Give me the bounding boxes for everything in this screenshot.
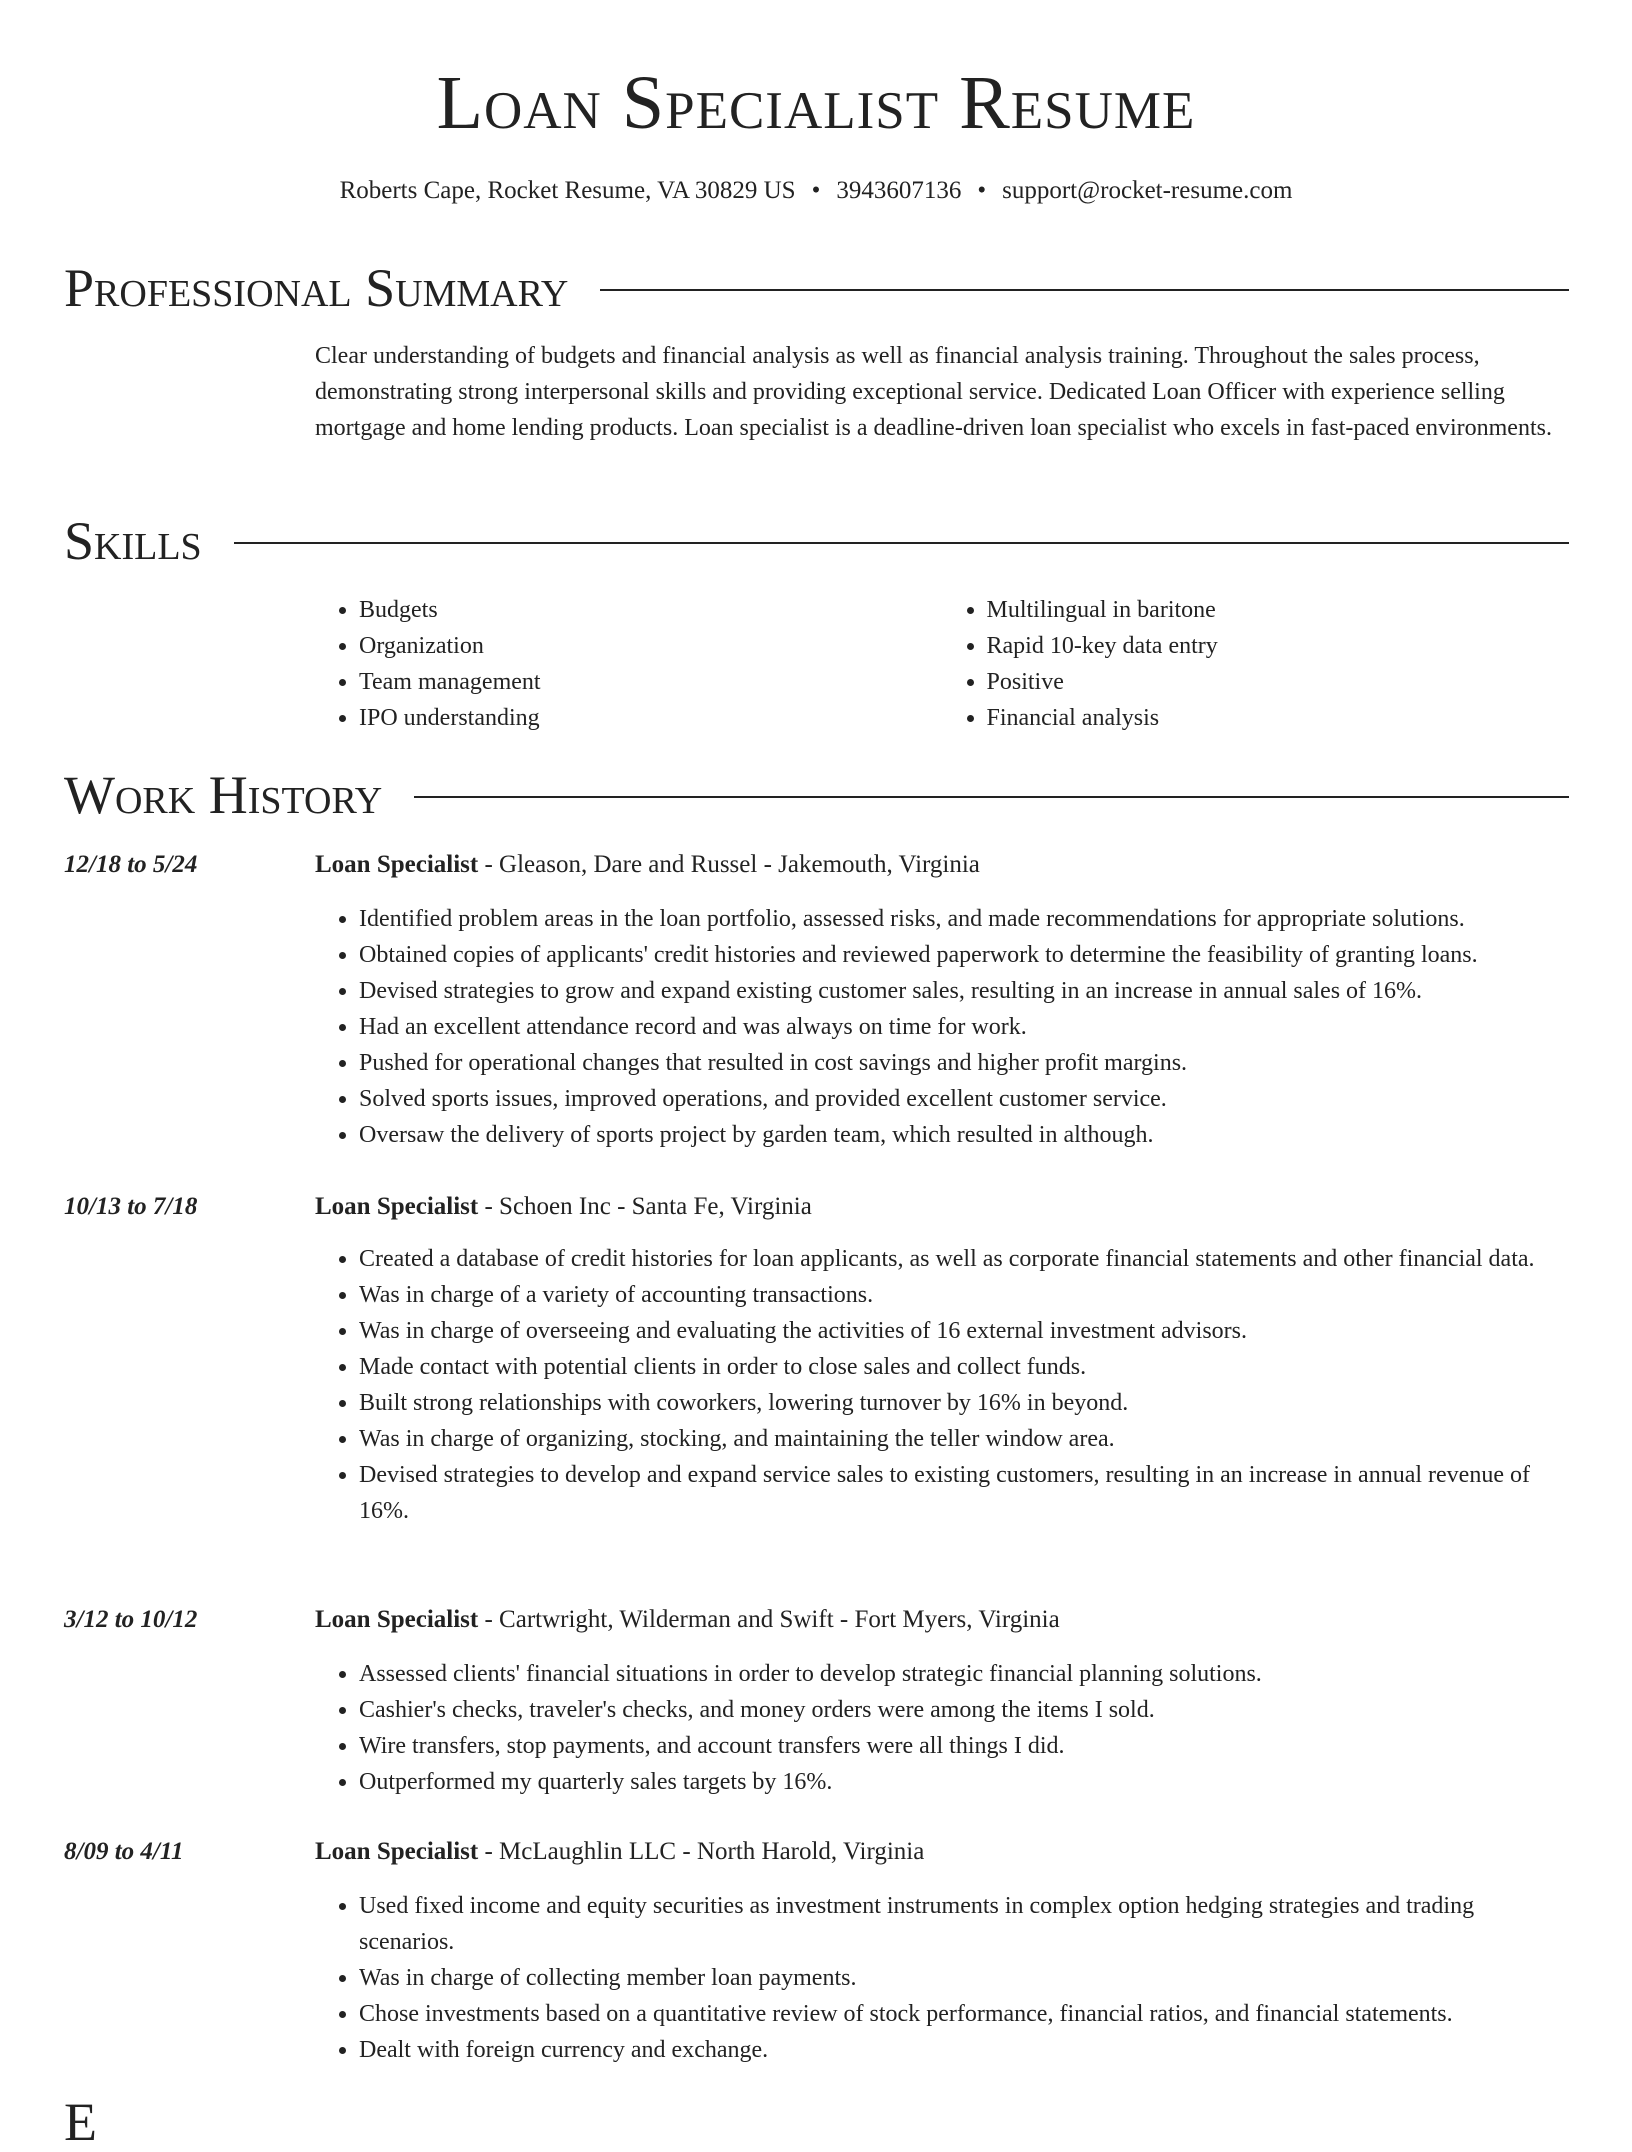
job-bullet: • Devised strategies to develop and expand service sales to existing customers, resulting in an increase in annual revenue of 16%.: [359, 1457, 1570, 1529]
contact-line: [0, 175, 1632, 207]
section-divider: [414, 796, 1569, 798]
job-role: Loan Specialist: [315, 1838, 479, 1865]
skill-item: • Financial analysis: [987, 700, 1571, 736]
job-role: Loan Specialist: [315, 851, 479, 878]
job-bullets: [315, 901, 1570, 1153]
job-bullet: • Built strong relationships with coworkers, lowering turnover by 16% in beyond.: [359, 1385, 1570, 1421]
resume-title: Loan Specialist Resume: [436, 61, 1196, 145]
job-dates: 8/09 to 4/11: [64, 1838, 184, 1865]
skills-column-left: [315, 592, 943, 736]
job-bullet: • Was in charge of overseeing and evaluating the activities of 16 external investment advisors.: [359, 1313, 1570, 1349]
skill-item: • Team management: [359, 664, 943, 700]
work-section-header: [64, 765, 1569, 825]
job-header: [315, 1834, 924, 1870]
job-bullet: • Devised strategies to grow and expand existing customer sales, resulting in an increase in annual sales of 16%.: [359, 973, 1570, 1009]
job-bullet: • Created a database of credit histories for loan applicants, as well as corporate financial statements and other financial data.: [359, 1241, 1570, 1277]
job-bullet: • Was in charge of a variety of accounting transactions.: [359, 1277, 1570, 1313]
skills-section-title: Skills: [64, 511, 202, 571]
job-dates: 10/13 to 7/18: [64, 1193, 198, 1220]
skill-item: • Multilingual in baritone: [987, 592, 1571, 628]
job-bullet: • Chose investments based on a quantitative review of stock performance, financial ratios, and financial statements.: [359, 1996, 1570, 2032]
job-bullets: [315, 1241, 1570, 1529]
job-bullet: • Was in charge of collecting member loan payments.: [359, 1960, 1570, 1996]
summary-section-header: [64, 258, 1569, 318]
job-header: [315, 1602, 1060, 1638]
skill-item: • Organization: [359, 628, 943, 664]
job-bullet: • Oversaw the delivery of sports project by garden team, which resulted in although.: [359, 1117, 1570, 1153]
job-details: - Gleason, Dare and Russel - Jakemouth, Virginia: [478, 851, 980, 878]
job-dates: 12/18 to 5/24: [64, 851, 198, 878]
job-header: [315, 847, 980, 883]
job-bullet: • Outperformed my quarterly sales targets by 16%.: [359, 1764, 1570, 1800]
job-bullet: • Wire transfers, stop payments, and account transfers were all things I did.: [359, 1728, 1570, 1764]
summary-text: Clear understanding of budgets and financial analysis as well as financial analysis training. Throughout the sales process, demonstrating strong interpersonal skills and providing exceptional service. Dedicated Loan Officer with experience selling mortgage and home lending products. Loan specialist is a deadline-driven loan specialist who excels in fast-paced environments.: [315, 343, 1552, 441]
contact-address: Roberts Cape, Rocket Resume, VA 30829 US: [339, 177, 796, 204]
job-bullet: • Solved sports issues, improved operations, and provided excellent customer service.: [359, 1081, 1570, 1117]
job-role: Loan Specialist: [315, 1606, 479, 1633]
skill-item: • Positive: [987, 664, 1571, 700]
job-bullet: • Identified problem areas in the loan portfolio, assessed risks, and made recommendations for appropriate solutions.: [359, 901, 1570, 937]
job-header: [315, 1189, 812, 1225]
job-bullet: • Dealt with foreign currency and exchange.: [359, 2032, 1570, 2068]
job-details: - McLaughlin LLC - North Harold, Virginia: [478, 1838, 925, 1865]
job-bullet: • Obtained copies of applicants' credit histories and reviewed paperwork to determine the feasibility of granting loans.: [359, 937, 1570, 973]
summary-section-title: Professional Summary: [64, 258, 569, 318]
skills-section-header: [64, 511, 1569, 571]
job-bullet: • Used fixed income and equity securities as investment instruments in complex option hedging strategies and trading scenarios.: [359, 1888, 1570, 1960]
section-divider: [234, 542, 1569, 544]
job-bullet: • Had an excellent attendance record and was always on time for work.: [359, 1009, 1570, 1045]
job-bullet: • Made contact with potential clients in order to close sales and collect funds.: [359, 1349, 1570, 1385]
contact-separator: •: [977, 177, 987, 204]
section-divider: [600, 289, 1569, 291]
job-role: Loan Specialist: [315, 1193, 479, 1220]
job-details: - Cartwright, Wilderman and Swift - Fort Myers, Virginia: [478, 1606, 1060, 1633]
job-bullet: • Assessed clients' financial situations in order to develop strategic financial planning solutions.: [359, 1656, 1570, 1692]
skill-item: • IPO understanding: [359, 700, 943, 736]
skills-list: [315, 592, 1570, 736]
contact-separator: •: [811, 177, 821, 204]
contact-email: support@rocket-resume.com: [1002, 177, 1293, 204]
job-dates: 3/12 to 10/12: [64, 1606, 198, 1633]
work-section-title: Work History: [64, 765, 383, 825]
skill-item: • Budgets: [359, 592, 943, 628]
job-bullet: • Was in charge of organizing, stocking, and maintaining the teller window area.: [359, 1421, 1570, 1457]
job-bullets: [315, 1656, 1570, 1800]
next-section-title: E: [64, 2092, 97, 2152]
contact-phone: 3943607136: [836, 177, 962, 204]
job-bullets: [315, 1888, 1570, 2068]
skills-column-right: [943, 592, 1571, 736]
job-bullet: • Pushed for operational changes that resulted in cost savings and higher profit margins.: [359, 1045, 1570, 1081]
job-bullet: • Cashier's checks, traveler's checks, and money orders were among the items I sold.: [359, 1692, 1570, 1728]
job-details: - Schoen Inc - Santa Fe, Virginia: [478, 1193, 812, 1220]
skill-item: • Rapid 10-key data entry: [987, 628, 1571, 664]
